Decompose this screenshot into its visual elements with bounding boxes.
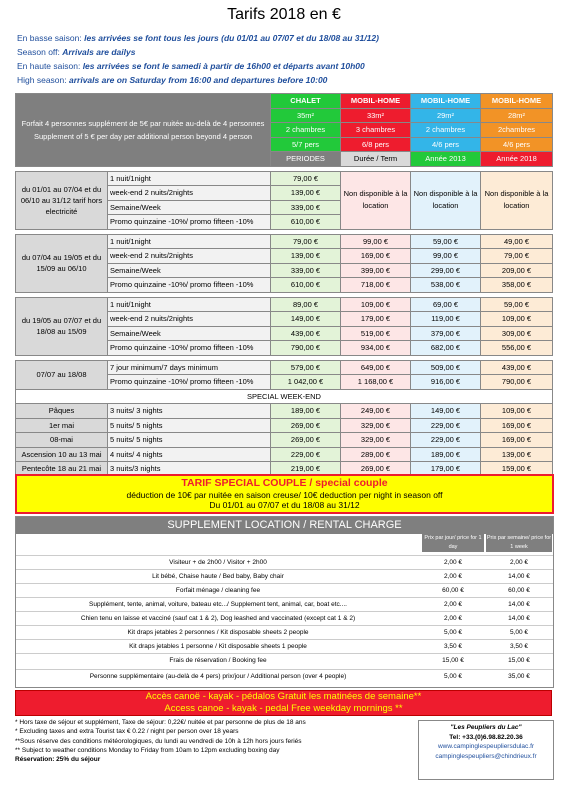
price-cell: 682,00 € [411,341,481,356]
special-period: Pentecôte 18 au 21 mai [16,462,108,477]
unit-name: MOBIL-HOME [411,94,481,109]
supplement-label: Lit bébé, Chaise haute / Bed baby, Baby chair [152,573,284,580]
price-cell: 139,00 € [271,186,341,201]
term: week-end 2 nuits/2nights [108,312,271,327]
unit-rooms: 2chambres [481,123,553,138]
price-week: 2,00 € [509,559,529,566]
term: Promo quinzaine -10%/ promo fifteen -10% [108,341,271,356]
term: Promo quinzaine -10%/ promo fifteen -10% [108,375,271,390]
footnote: **Sous réserve des conditions météorologiques, du lundi au vendredi de 10h à 12h hors jours feriés [15,737,302,745]
forfait-header: Forfait 4 personnes supplément de 5€ par nuitée au-delà de 4 personnes Supplement of 5 € per day per additional person beyond 4 person [16,94,271,167]
price-cell: 538,00 € [411,278,481,293]
price-cell: 59,00 € [481,297,553,312]
supplement-row [16,669,553,684]
footnote: ** Subject to weather conditions Monday to Friday from 10am to 12pm excluding boxing day [15,746,280,754]
price-cell: 718,00 € [341,278,411,293]
term: Semaine/Week [108,326,271,341]
footnote: Réservation: 25% du séjour [15,756,101,764]
canoe-line-2: Access canoe - kayak - pedal Free weekday mornings ** [164,703,403,714]
price-cell: 79,00 € [481,249,553,264]
price-cell: 109,00 € [341,297,411,312]
price-cell: 189,00 € [411,447,481,462]
price-week-header: Prix par semaine/ price for 1 week [486,535,552,550]
price-day: 2,00 € [443,559,463,566]
price-cell: 934,00 € [341,341,411,356]
price-cell: 289,00 € [341,447,411,462]
price-cell: 229,00 € [271,447,341,462]
intro-text: les arrivées se font le samedi à partir de 16h00 et départs avant 10h00 [82,61,365,71]
special-period: Pâques [16,404,108,419]
price-week: 5,00 € [509,629,529,636]
special-weekend-title: SPECIAL WEEK-END [16,389,553,404]
price-week: 3,50 € [509,643,529,650]
email-link[interactable]: campinglespeupliers@chindrieux.fr [435,752,537,760]
price-cell: 229,00 € [411,433,481,448]
term: Promo quinzaine -10%/ promo fifteen -10% [108,278,271,293]
special-period: 1er mai [16,418,108,433]
price-week: 14,00 € [508,573,530,580]
price-cell: 119,00 € [411,312,481,327]
periodes-header: PERIODES [271,152,341,167]
price-cell: 329,00 € [341,418,411,433]
price-cell: 299,00 € [411,263,481,278]
price-day-header: Prix par jour/ price for 1 day [422,534,484,552]
price-cell: 649,00 € [341,360,411,375]
price-cell: 439,00 € [271,326,341,341]
intro-line-3 [17,61,365,71]
price-cell: 358,00 € [481,278,553,293]
term: 1 nuit/1night [108,234,271,249]
supplement-row [16,583,553,598]
price-cell: 556,00 € [481,341,553,356]
unit-pers: 4/6 pers [411,137,481,152]
price-cell: 109,00 € [481,312,553,327]
price-cell: 99,00 € [411,249,481,264]
price-cell: 249,00 € [341,404,411,419]
website-link[interactable]: www.campinglespeupliersdulac.fr [437,743,535,750]
unit-pers: 4/6 pers [481,137,553,152]
term: 3 nuits/ 3 nights [108,404,271,419]
intro-text: arrivals are on Saturday from 16:00 and departures before 10:00 [68,75,328,85]
couple-offer-box [15,474,554,514]
price-cell: 439,00 € [481,360,553,375]
price-cell: 169,00 € [341,249,411,264]
supplement-label: Frais de réservation / Booking fee [169,657,267,664]
supplement-label: Chien tenu en laisse et vacciné (sauf cat 1 & 2), Dog leashed and vaccinated (except cat 1 & 2) [80,615,356,622]
price-cell: 579,00 € [271,360,341,375]
supplement-label: Kit draps jetables 2 personnes / Kit disposable sheets 2 people [127,629,309,636]
unit-rooms: 3 chambres [341,123,411,138]
unit-pers: 6/8 pers [341,137,411,152]
unit-year: Année 2013 [411,152,481,167]
unit-area: 28m² [481,108,553,123]
pricing-table [15,93,553,477]
term: week-end 2 nuits/2nights [108,249,271,264]
term: 5 nuits/ 5 nights [108,433,271,448]
supplement-label: Personne supplémentaire (au-delà de 4 pers) prix/jour / Additional person (over 4 people) [89,673,347,680]
price-cell: 179,00 € [411,462,481,477]
price-cell: 519,00 € [341,326,411,341]
price-cell: 209,00 € [481,263,553,278]
price-week: 14,00 € [508,601,530,608]
intro-line-1 [17,33,379,43]
price-cell: 269,00 € [271,433,341,448]
campsite-name: "Les Peupliers du Lac" [450,724,522,731]
price-cell: 1 042,00 € [271,375,341,390]
unit-rooms: 2 chambres [411,123,481,138]
term: 4 nuits/ 4 nights [108,447,271,462]
period-label: du 07/04 au 19/05 et du 15/09 au 06/10 [16,234,108,292]
period-label: du 01/01 au 07/04 et du 06/10 au 31/12 tarif hors electricité [16,171,108,229]
unit-name: MOBIL-HOME [341,94,411,109]
unit-area: 29m² [411,108,481,123]
price-cell: 79,00 € [271,171,341,186]
unit-pers: 5/7 pers [271,137,341,152]
page-title: Tarifs 2018 en € [227,6,341,23]
price-cell: 790,00 € [271,341,341,356]
intro-text: Arrivals are dailys [62,47,136,57]
price-day: 3,50 € [443,643,463,650]
price-cell: 339,00 € [271,200,341,215]
price-cell: 790,00 € [481,375,553,390]
price-week: 15,00 € [508,657,530,664]
price-day: 2,00 € [443,601,463,608]
supplement-row [16,653,553,668]
price-cell: 139,00 € [481,447,553,462]
price-cell: 159,00 € [481,462,553,477]
price-cell: 309,00 € [481,326,553,341]
couple-line-2: Du 01/01 au 07/07 et du 18/08 au 31/12 [209,500,360,510]
term: 7 jour minimum/7 days minimum [108,360,271,375]
term: Semaine/Week [108,200,271,215]
term: 5 nuits/ 5 nights [108,418,271,433]
unit-year: Année 2018 [481,152,553,167]
intro-text: les arrivées se font tous les jours (du 01/01 au 07/07 et du 18/08 au 31/12) [84,33,379,43]
price-cell: 139,00 € [271,249,341,264]
price-cell: 610,00 € [271,215,341,230]
supplement-section [15,516,554,688]
price-cell: 79,00 € [271,234,341,249]
price-cell: 109,00 € [481,404,553,419]
phone: Tel: +33.(0)6.98.82.20.36 [449,733,523,741]
price-cell: 610,00 € [271,278,341,293]
couple-line-1: déduction de 10€ par nuitée en saison creuse/ 10€ deduction per night in season off [126,490,443,500]
period-label: 07/07 au 18/08 [16,360,108,389]
supplement-row [16,555,553,570]
supplement-row [16,569,553,584]
unit-area: 35m² [271,108,341,123]
price-cell: 89,00 € [271,297,341,312]
price-week: 14,00 € [508,615,530,622]
term: 1 nuit/1night [108,171,271,186]
supplement-row [16,611,553,626]
supplement-label: Forfait ménage / cleaning fee [175,587,261,594]
price-cell: 169,00 € [481,433,553,448]
price-cell: 509,00 € [411,360,481,375]
supplement-row [16,597,553,612]
price-day: 5,00 € [443,673,463,680]
price-day: 2,00 € [443,615,463,622]
price-day: 60,00 € [442,587,464,594]
footnote: * Excluding taxes and extra Tourist tax € 0.22 / night per person over 18 years [15,728,239,736]
supplement-row [16,625,553,640]
period-label: du 19/05 au 07/07 et du 18/08 au 15/09 [16,297,108,355]
intro-lead: Season off: [17,47,63,57]
price-cell: 229,00 € [411,418,481,433]
price-cell: 189,00 € [271,404,341,419]
price-cell: 329,00 € [341,433,411,448]
price-cell: 169,00 € [481,418,553,433]
intro-lead: High season: [17,75,69,85]
price-cell: 59,00 € [411,234,481,249]
supplement-label: Kit draps jetables 1 personne / Kit disposable sheets 1 people [129,643,307,650]
supplement-row [16,639,553,654]
price-cell: 99,00 € [341,234,411,249]
not-available: Non disponible à la location [341,171,411,229]
supplement-label: Visiteur + de 2h00 / Visitor + 2h00 [169,559,267,566]
supplement-label: Supplément, tente, animal, voiture, bateau etc.../ Supplement tent, animal, car, boat etc.... [89,601,347,608]
special-period: 08-mai [16,433,108,448]
price-day: 5,00 € [443,629,463,636]
contact-box [418,720,554,780]
duree-header: Durée / Term [341,152,411,167]
term: Semaine/Week [108,263,271,278]
footnote: * Hors taxe de séjour et supplément, Taxe de séjour: 0,22€/ nuitée et par personne de plus de 18 ans [15,719,306,726]
price-day: 2,00 € [443,573,463,580]
price-day: 15,00 € [442,657,464,664]
footnotes [15,718,415,764]
price-cell: 149,00 € [271,312,341,327]
price-cell: 149,00 € [411,404,481,419]
price-week: 60,00 € [508,587,530,594]
unit-name: MOBIL-HOME [481,94,553,109]
price-week: 35,00 € [508,673,530,680]
price-cell: 219,00 € [271,462,341,477]
price-cell: 269,00 € [271,418,341,433]
term: Promo quinzaine -10%/ promo fifteen -10% [108,215,271,230]
canoe-line-1: Accès canoë - kayak - pédalos Gratuit les matinées de semaine** [145,691,422,702]
not-available: Non disponible à la location [481,171,553,229]
term: 1 nuit/1night [108,297,271,312]
price-cell: 49,00 € [481,234,553,249]
supplement-title: SUPPLEMENT LOCATION / RENTAL CHARGE [16,517,553,534]
price-cell: 399,00 € [341,263,411,278]
price-cell: 269,00 € [341,462,411,477]
term: 3 nuits/3 nights [108,462,271,477]
term: week-end 2 nuits/2nights [108,186,271,201]
unit-name: CHALET [271,94,341,109]
couple-title: TARIF SPECIAL COUPLE / special couple [181,477,388,489]
price-cell: 1 168,00 € [341,375,411,390]
canoe-banner [15,690,552,716]
price-cell: 339,00 € [271,263,341,278]
unit-rooms: 2 chambres [271,123,341,138]
intro-lead: En haute saison: [17,61,83,71]
intro-line-2 [17,47,135,57]
price-cell: 179,00 € [341,312,411,327]
intro-line-4 [17,75,327,85]
intro-lead: En basse saison: [17,33,85,43]
not-available: Non disponible à la location [411,171,481,229]
price-cell: 916,00 € [411,375,481,390]
unit-area: 33m² [341,108,411,123]
price-cell: 379,00 € [411,326,481,341]
price-cell: 69,00 € [411,297,481,312]
special-period: Ascension 10 au 13 mai [16,447,108,462]
